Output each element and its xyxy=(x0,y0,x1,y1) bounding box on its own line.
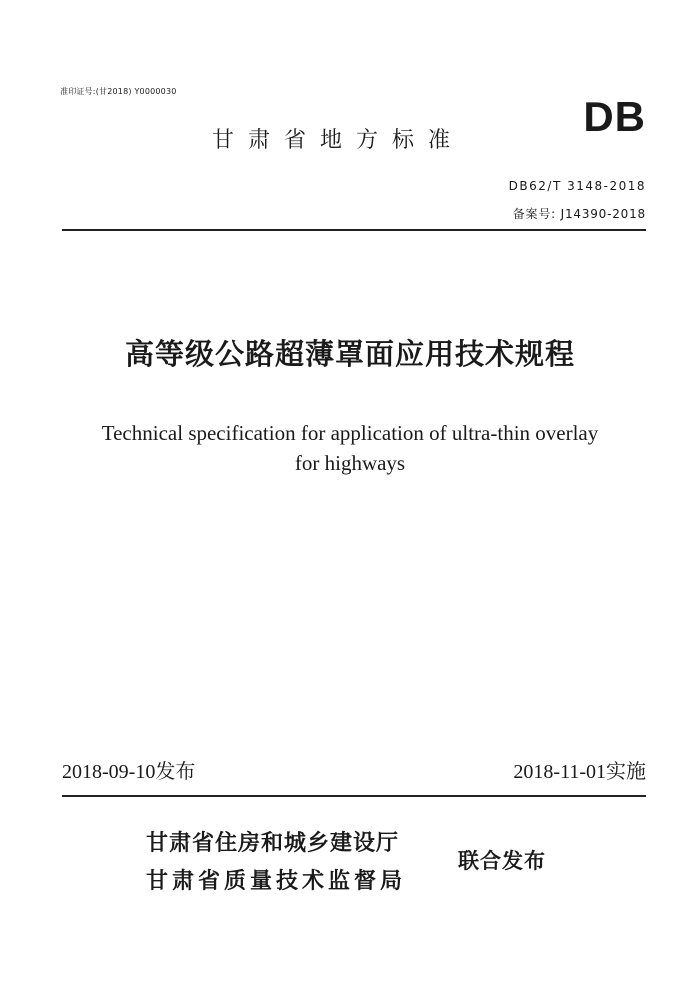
document-title-chinese: 高等级公路超薄罩面应用技术规程 xyxy=(124,337,575,371)
joint-publication-label: 联合发布 xyxy=(458,849,546,873)
standard-number: DB62/T 3148-2018 xyxy=(508,179,646,193)
issuer-quality-bureau: 甘肃省质量技术监督局 xyxy=(146,869,407,894)
record-number: 备案号: J14390-2018 xyxy=(512,207,646,221)
implementation-date: 2018-11-01实施 xyxy=(513,761,646,783)
bottom-divider xyxy=(62,795,646,797)
top-divider xyxy=(62,229,646,231)
english-title-line-2: for highways xyxy=(294,451,406,475)
english-title-line-1: Technical specification for application of ultra-thin overlay xyxy=(101,421,599,445)
issuer-construction-department: 甘肃省住房和城乡建设厅 xyxy=(146,831,400,856)
db-logo: DB xyxy=(583,93,646,140)
standard-type: 甘肃省地方标准 xyxy=(212,128,465,153)
document-title-english xyxy=(0,418,700,478)
print-license-number: 准印证号:(甘2018) Y0000030 xyxy=(60,87,177,96)
issue-date: 2018-09-10发布 xyxy=(62,761,196,783)
